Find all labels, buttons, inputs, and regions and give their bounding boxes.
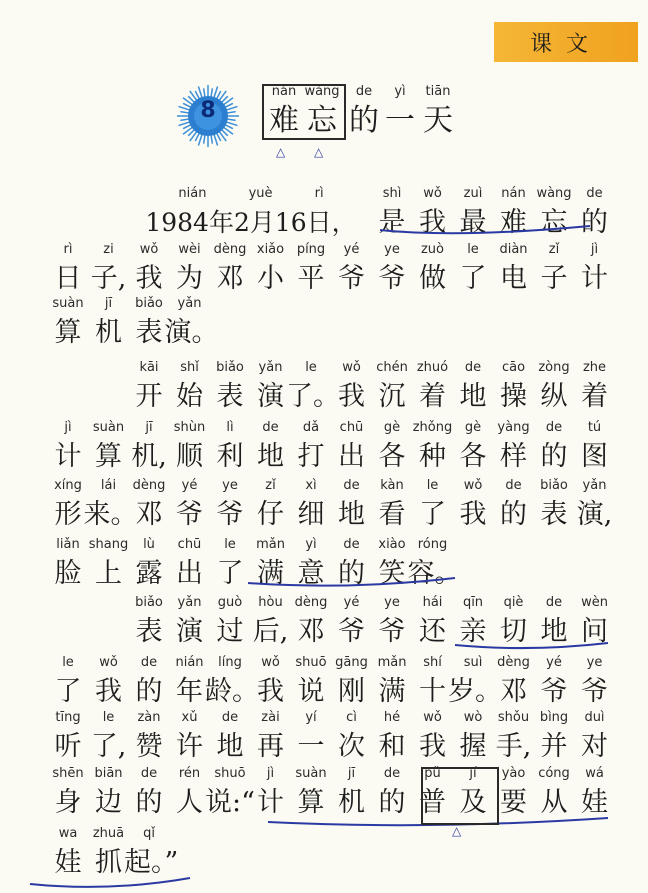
hanzi: 的: [500, 499, 527, 530]
hanzi: 并: [540, 731, 568, 762]
hanzi: 爷: [176, 499, 203, 530]
hanzi: 纵: [540, 381, 568, 412]
char-cell: [570, 186, 620, 240]
char-cell: [164, 296, 219, 350]
pinyin: yǎn: [177, 296, 202, 311]
hanzi: 从: [540, 787, 568, 818]
pinyin: xiǎo: [256, 242, 285, 257]
pinyin: yí: [305, 710, 317, 725]
hanzi: 的: [135, 676, 163, 707]
hanzi: 次: [338, 731, 365, 762]
pinyin: zǐ: [265, 478, 276, 493]
hanzi: 娃: [581, 787, 608, 818]
hanzi: 打: [297, 441, 325, 472]
hanzi: 邓: [297, 616, 325, 647]
pinyin: shǐ: [180, 360, 199, 375]
pinyin: biǎo: [540, 478, 568, 493]
hanzi: 听: [54, 731, 82, 762]
hanzi: 满: [257, 558, 284, 589]
pinyin: cì: [346, 710, 357, 725]
pinyin: shang: [88, 537, 129, 552]
pinyin: lái: [100, 478, 117, 493]
char-cell: [407, 537, 462, 591]
triangle-mark-icon: △: [276, 145, 286, 159]
pinyin: de: [343, 537, 360, 552]
hanzi: 我: [459, 499, 487, 530]
hanzi: 算: [297, 787, 325, 818]
pinyin: qiè: [503, 595, 524, 610]
pinyin: de: [545, 420, 563, 435]
pinyin: dèng: [497, 655, 530, 670]
hanzi: 了: [216, 558, 244, 589]
hanzi: 天: [423, 103, 453, 138]
hanzi: 露: [135, 558, 163, 589]
hanzi: 了: [419, 499, 446, 530]
pinyin: yàng: [497, 420, 530, 435]
pinyin: kāi: [139, 360, 159, 375]
pinyin: gāng: [335, 655, 368, 670]
hanzi: 后,: [252, 616, 289, 647]
pinyin: jí: [469, 766, 477, 781]
pinyin: zuò: [420, 242, 445, 257]
hanzi: 来。: [83, 499, 138, 530]
hanzi: 算: [95, 441, 122, 472]
pinyin: dèng: [213, 242, 247, 257]
hanzi: 计: [581, 263, 608, 294]
pinyin: yé: [546, 655, 562, 670]
hanzi: 邓: [216, 263, 244, 294]
pinyin: shí: [423, 655, 442, 670]
hanzi: 许: [176, 731, 203, 762]
pinyin: wǒ: [463, 478, 483, 493]
hanzi: 算: [54, 317, 82, 348]
hanzi: 十: [419, 676, 446, 707]
pinyin: liǎn: [56, 537, 80, 552]
hanzi: 握: [459, 731, 487, 762]
char-cell: [124, 826, 179, 880]
pinyin: hòu: [258, 595, 283, 610]
triangle-mark-icon: △: [314, 145, 324, 159]
pinyin: de: [262, 420, 279, 435]
hanzi: 我: [135, 263, 163, 294]
hanzi: 日: [54, 263, 82, 294]
hanzi: 计: [54, 441, 82, 472]
pinyin: le: [224, 537, 236, 552]
pinyin: biǎo: [135, 595, 163, 610]
hanzi: 普: [419, 787, 446, 818]
hanzi: 难: [269, 103, 299, 138]
hanzi: 邓: [500, 676, 527, 707]
hanzi: 意: [297, 558, 325, 589]
hanzi: 了: [54, 676, 82, 707]
pinyin: xíng: [54, 478, 82, 493]
pinyin: jī: [104, 296, 113, 311]
pinyin: nián yuè rì: [178, 186, 324, 201]
pinyin: jī: [347, 766, 356, 781]
pinyin: pǔ: [424, 766, 441, 781]
hanzi: 形: [54, 499, 82, 530]
pinyin: zhe: [582, 360, 607, 375]
pinyin: wèi: [178, 242, 201, 257]
hanzi: 问: [581, 616, 608, 647]
hanzi: 机: [338, 787, 365, 818]
pinyin: yǎn: [177, 595, 202, 610]
hanzi: 的: [540, 441, 568, 472]
hanzi: 再: [257, 731, 284, 762]
pinyin: zuì: [463, 186, 483, 201]
hanzi: 切: [500, 616, 527, 647]
hanzi: 娃: [54, 847, 82, 878]
pinyin: nán: [501, 186, 526, 201]
hanzi: 演: [176, 616, 203, 647]
pinyin: qīn: [462, 595, 484, 610]
hanzi: 的: [338, 558, 365, 589]
hanzi: 难: [500, 207, 527, 238]
pinyin: shǒu: [497, 710, 530, 725]
pinyin: xì: [305, 478, 317, 493]
hanzi: 容。: [407, 558, 462, 589]
hanzi: 地: [459, 381, 487, 412]
pinyin: qǐ: [143, 826, 155, 841]
pinyin: mǎn: [256, 537, 285, 552]
pinyin: biān: [94, 766, 123, 781]
pinyin: cóng: [538, 766, 570, 781]
pinyin: ye: [384, 595, 400, 610]
pinyin: suì: [463, 655, 483, 670]
pinyin: rì: [63, 242, 73, 257]
hanzi: 爷: [378, 263, 406, 294]
hanzi: 计: [257, 787, 284, 818]
hanzi: 岁。: [448, 676, 502, 707]
pinyin: zǐ: [548, 242, 560, 257]
pinyin: píng: [296, 242, 326, 257]
hanzi: 表: [216, 381, 244, 412]
pinyin: yì: [305, 537, 317, 552]
hanzi: 我: [338, 381, 365, 412]
hanzi: 各: [459, 441, 487, 472]
hanzi: 表: [540, 499, 568, 530]
hanzi: 说:“: [205, 787, 255, 818]
hanzi: 年: [176, 676, 203, 707]
pinyin: tīng: [55, 710, 81, 725]
hanzi: 利: [216, 441, 244, 472]
pinyin: chén: [376, 360, 408, 375]
pinyin: ye: [586, 655, 603, 670]
pinyin: rén: [178, 766, 201, 781]
pinyin: wá: [585, 766, 604, 781]
pinyin: yǎn: [258, 360, 283, 375]
hanzi: 最: [459, 207, 487, 238]
pinyin: zòng: [538, 360, 570, 375]
pinyin: hái: [422, 595, 443, 610]
hanzi: 为: [176, 263, 203, 294]
pinyin: yé: [343, 242, 360, 257]
char-cell: [570, 595, 620, 649]
pinyin: de: [545, 595, 563, 610]
section-tab: 课文: [494, 22, 638, 62]
pinyin: shuō: [214, 766, 246, 781]
hanzi: 一: [385, 103, 415, 138]
pinyin: jì: [64, 420, 72, 435]
hanzi: 的: [349, 103, 379, 138]
hanzi: 爷: [581, 676, 608, 707]
char-cell: [570, 360, 620, 414]
hanzi: 脸: [54, 558, 82, 589]
pinyin: xiào: [378, 537, 406, 552]
pinyin: tiān: [425, 84, 451, 99]
hanzi: 满: [378, 676, 406, 707]
hanzi: 忘: [307, 103, 337, 138]
hanzi: 沉: [378, 381, 406, 412]
hanzi: 机: [95, 317, 122, 348]
hanzi: 图: [581, 441, 608, 472]
char-cell: [570, 242, 620, 296]
hanzi: 和: [378, 731, 406, 762]
pinyin: de: [343, 478, 360, 493]
hanzi: 1984年2月16日，: [145, 208, 357, 237]
pinyin: nán: [271, 84, 297, 99]
hanzi: 忘: [540, 207, 568, 238]
hanzi: 出: [176, 558, 203, 589]
hanzi: 操: [500, 381, 527, 412]
pinyin: róng: [417, 537, 448, 552]
hanzi: 一: [297, 731, 325, 762]
pinyin: lù: [143, 537, 155, 552]
pinyin: de: [140, 655, 158, 670]
pinyin: yì: [394, 84, 406, 99]
pinyin: wǒ: [99, 655, 118, 670]
pinyin: biǎo: [135, 296, 163, 311]
pinyin: zi: [103, 242, 114, 257]
pinyin: ye: [222, 478, 238, 493]
pinyin: de: [383, 766, 401, 781]
pinyin: de: [140, 766, 158, 781]
hanzi: 我: [419, 731, 446, 762]
pinyin: le: [102, 710, 115, 725]
pinyin: gè: [383, 420, 401, 435]
hanzi: 机,: [131, 441, 167, 472]
hanzi: 出: [338, 441, 365, 472]
hanzi: 种: [419, 441, 446, 472]
hanzi: 演,: [576, 499, 613, 530]
hanzi: 爷: [378, 616, 406, 647]
pinyin: de: [505, 478, 522, 493]
pinyin: le: [62, 655, 74, 670]
hanzi: 爷: [216, 499, 244, 530]
pinyin: wèn: [581, 595, 608, 610]
pinyin: gè: [464, 420, 482, 435]
pinyin: de: [586, 186, 603, 201]
hanzi: 细: [297, 499, 325, 530]
pinyin: zhuó: [416, 360, 449, 375]
hanzi: 是: [378, 207, 406, 238]
pinyin: wò: [463, 710, 483, 725]
pinyin: nián: [175, 655, 204, 670]
pinyin: ye: [384, 242, 400, 257]
hanzi: 了,: [90, 731, 127, 762]
hanzi: 起。”: [124, 847, 179, 878]
pinyin: wa: [58, 826, 78, 841]
pinyin: kàn: [380, 478, 404, 493]
hanzi: 地: [216, 731, 244, 762]
hanzi: 过: [216, 616, 244, 647]
hanzi: 表: [135, 317, 163, 348]
hanzi: 子,: [90, 263, 127, 294]
pinyin: shēn: [52, 766, 84, 781]
hanzi: 要: [500, 787, 527, 818]
hanzi: 地: [540, 616, 568, 647]
pinyin: hé: [383, 710, 401, 725]
hanzi: 仔: [257, 499, 284, 530]
hanzi: 电: [500, 263, 527, 294]
pinyin: de: [221, 710, 239, 725]
hanzi: 表: [135, 616, 163, 647]
pinyin: zàn: [137, 710, 161, 725]
pinyin: zài: [261, 710, 280, 725]
pinyin: jì: [266, 766, 275, 781]
char-cell: [124, 186, 378, 240]
pinyin: chū: [177, 537, 202, 552]
pinyin: yé: [343, 595, 360, 610]
char-cell: [570, 766, 620, 820]
pinyin: cāo: [501, 360, 526, 375]
pinyin: jì: [590, 242, 599, 257]
pinyin: suàn: [295, 766, 327, 781]
pinyin: suàn: [52, 296, 84, 311]
hanzi: 始: [176, 381, 203, 412]
hanzi: 爷: [338, 263, 365, 294]
pinyin: wàng: [304, 84, 340, 99]
pinyin: yé: [181, 478, 198, 493]
pinyin: líng: [218, 655, 242, 670]
char-cell: [300, 84, 344, 138]
hanzi: 邓: [135, 499, 163, 530]
pinyin: le: [426, 478, 439, 493]
pinyin: de: [355, 84, 373, 99]
hanzi: 我: [419, 207, 446, 238]
pinyin: de: [464, 360, 482, 375]
pinyin: zhuā: [92, 826, 125, 841]
hanzi: 了: [459, 263, 487, 294]
pinyin: le: [467, 242, 479, 257]
pinyin: yào: [501, 766, 526, 781]
hanzi: 说: [297, 676, 325, 707]
hanzi: 人: [176, 787, 203, 818]
hanzi: 的: [581, 207, 608, 238]
hanzi: 上: [95, 558, 122, 589]
pinyin: wàng: [536, 186, 572, 201]
pinyin: biǎo: [216, 360, 244, 375]
pinyin: zhǒng: [412, 420, 453, 435]
pinyin: jī: [145, 420, 153, 435]
hanzi: 小: [257, 263, 284, 294]
char-cell: [570, 420, 620, 474]
hanzi: 刚: [338, 676, 365, 707]
hanzi: 看: [378, 499, 406, 530]
pinyin: dèng: [294, 595, 328, 610]
pinyin: suàn: [92, 420, 125, 435]
pinyin: duì: [584, 710, 605, 725]
char-cell: [416, 84, 460, 138]
pinyin: wǒ: [342, 360, 361, 375]
pinyin: guò: [217, 595, 243, 610]
pinyin: wǒ: [423, 186, 442, 201]
char-cell: [570, 655, 620, 709]
hanzi: 手,: [495, 731, 532, 762]
pinyin: chū: [339, 420, 364, 435]
hanzi: 笑: [378, 558, 406, 589]
hanzi: 样: [500, 441, 527, 472]
lesson-number: 8: [200, 98, 216, 123]
hanzi: 演: [257, 381, 284, 412]
hanzi: 平: [297, 263, 325, 294]
hanzi: 亲: [459, 616, 487, 647]
pinyin: shuō: [295, 655, 327, 670]
pinyin: le: [305, 360, 317, 375]
hanzi: 还: [419, 616, 446, 647]
pinyin: bìng: [539, 710, 569, 725]
hanzi: 抓: [95, 847, 122, 878]
hanzi: 着: [581, 381, 608, 412]
svg-text:△: △: [452, 824, 462, 838]
hanzi: 爷: [338, 616, 365, 647]
hanzi: 对: [581, 731, 608, 762]
pinyin: mǎn: [377, 655, 407, 670]
hanzi: 地: [257, 441, 284, 472]
hanzi: 开: [135, 381, 163, 412]
hanzi: 的: [378, 787, 406, 818]
hanzi: 着: [419, 381, 446, 412]
hanzi: 了。: [286, 381, 340, 412]
pinyin: xǔ: [181, 710, 198, 725]
pinyin: wǒ: [139, 242, 159, 257]
pinyin: dǎ: [302, 420, 320, 435]
hanzi: 顺: [176, 441, 203, 472]
char-cell: [570, 710, 620, 764]
pinyin: diàn: [499, 242, 528, 257]
hanzi: 爷: [540, 676, 568, 707]
hanzi: 子: [540, 263, 568, 294]
hanzi: 各: [378, 441, 406, 472]
hanzi: 我: [257, 676, 284, 707]
pinyin: lì: [226, 420, 234, 435]
hanzi: 及: [459, 787, 487, 818]
hanzi: 身: [54, 787, 82, 818]
hanzi: 边: [95, 787, 122, 818]
hanzi: 的: [135, 787, 163, 818]
hanzi: 做: [419, 263, 446, 294]
pinyin: dèng: [132, 478, 166, 493]
hanzi: 地: [338, 499, 365, 530]
pinyin: yǎn: [582, 478, 607, 493]
pinyin: tú: [587, 420, 602, 435]
hanzi: 赞: [135, 731, 163, 762]
char-cell: [570, 478, 620, 532]
hanzi: 演。: [164, 317, 219, 348]
hanzi: 我: [95, 676, 122, 707]
pinyin: wǒ: [261, 655, 280, 670]
pinyin: wǒ: [423, 710, 442, 725]
pinyin: shì: [382, 186, 402, 201]
pinyin: shùn: [173, 420, 206, 435]
hanzi: 龄。: [205, 676, 259, 707]
